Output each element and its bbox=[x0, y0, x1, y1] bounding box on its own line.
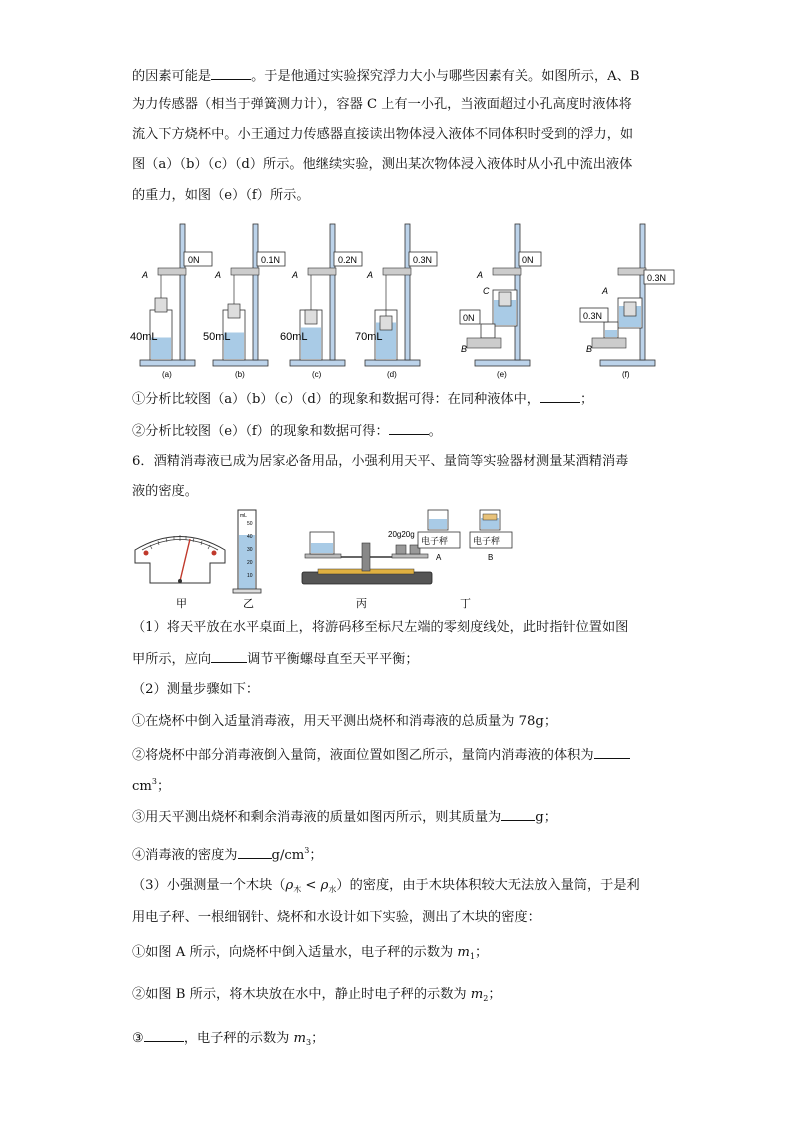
answer-blank[interactable] bbox=[144, 1027, 184, 1042]
text: ； bbox=[311, 1031, 325, 1046]
scale-a-label: A bbox=[436, 553, 442, 562]
q6-part1-line1: （1）将天平放在水平桌面上，将游码移至标尺左端的零刻度线处，此时指针位置如图 bbox=[132, 620, 629, 635]
var-m: m bbox=[293, 1031, 307, 1046]
sensor-label: A bbox=[292, 270, 299, 280]
stand-base bbox=[140, 360, 195, 366]
label-jia: 甲 bbox=[176, 598, 187, 610]
stand-base bbox=[475, 360, 530, 366]
sensor-clamp bbox=[231, 268, 259, 275]
stand-base bbox=[600, 360, 655, 366]
electronic-scales bbox=[418, 510, 512, 562]
q6-part3-step2 bbox=[132, 985, 502, 1009]
stand-pole bbox=[180, 224, 185, 360]
stand-base bbox=[213, 360, 268, 366]
panel-caption: (d) bbox=[387, 370, 397, 379]
object-block bbox=[499, 292, 511, 306]
sensor-label: B bbox=[461, 344, 468, 354]
paragraph-line-4: 图（a）（b）（c）（d）所示。他继续实验，测出某次物体浸入液体时从小孔中流出液体 bbox=[132, 157, 633, 172]
reading-text: 0N bbox=[463, 313, 475, 323]
text: ②将烧杯中部分消毒液倒入量筒，液面位置如图乙所示，量筒内消毒液的体积为 bbox=[132, 748, 594, 763]
subscript: 2 bbox=[483, 994, 489, 1003]
pan-balance bbox=[302, 530, 432, 584]
q6-part3-step1 bbox=[132, 943, 488, 967]
answer-blank[interactable] bbox=[211, 648, 247, 663]
object-block bbox=[305, 310, 317, 324]
subscript: 1 bbox=[469, 952, 476, 961]
volume-label: 70mL bbox=[355, 331, 383, 343]
text: ； bbox=[475, 945, 489, 960]
text: ，电子秤的示数为 bbox=[183, 1031, 294, 1046]
paragraph-line-3: 流入下方烧杯中。小王通过力传感器直接读出物体浸入液体不同体积时受到的浮力，如 bbox=[132, 127, 634, 142]
answer-blank[interactable] bbox=[238, 844, 272, 859]
answer-blank[interactable] bbox=[594, 744, 630, 759]
text: ④消毒液的密度为 bbox=[132, 848, 238, 863]
graduated-cylinder bbox=[233, 510, 261, 593]
text: ； bbox=[488, 987, 502, 1002]
object-block bbox=[155, 298, 167, 312]
reading-text: 0.3N bbox=[413, 255, 433, 265]
stand-pole bbox=[330, 224, 335, 360]
superscript: 3 bbox=[151, 777, 157, 786]
q6-intro-line-1: 6．酒精消毒液已成为居家必备用品，小强利用天平、量筒等实验器材测量某酒精消毒 bbox=[132, 454, 629, 469]
scale-a-text: 电子秤 bbox=[421, 536, 449, 546]
q6-part3-line2: 用电子秤、一根细钢针、烧杯和水设计如下实验，测出了木块的密度： bbox=[132, 910, 541, 925]
label-yi: 乙 bbox=[243, 598, 254, 610]
text: 的因素可能是 bbox=[132, 69, 212, 84]
q6-part2-title: （2）测量步骤如下： bbox=[132, 682, 260, 697]
q6-part3-line1 bbox=[132, 876, 640, 900]
sensor-label: A bbox=[477, 270, 484, 280]
sensor-clamp bbox=[308, 268, 336, 275]
text: ； bbox=[309, 848, 323, 863]
panel-caption: (f) bbox=[622, 370, 630, 379]
text: cm bbox=[132, 779, 152, 794]
text: ②如图 B 所示，将木块放在水中，静止时电子秤的示数为 bbox=[132, 987, 471, 1002]
object-block bbox=[624, 302, 636, 316]
text: < bbox=[301, 878, 321, 893]
stand-base bbox=[290, 360, 345, 366]
balance-pointer-dial bbox=[135, 535, 225, 583]
text: 。 bbox=[428, 424, 442, 439]
text: 调节平衡螺母直至天平平衡； bbox=[247, 652, 419, 667]
panel-caption: (e) bbox=[497, 370, 507, 379]
subscript: 水 bbox=[328, 885, 337, 894]
scale-b-text: 电子秤 bbox=[473, 536, 501, 546]
text: ； bbox=[579, 392, 594, 407]
text: ）的密度，由于木块体积较大无法放入量筒，于是利 bbox=[336, 878, 640, 893]
object-block bbox=[380, 316, 392, 330]
subscript: 木 bbox=[293, 885, 302, 894]
reading-text: 0.2N bbox=[338, 255, 358, 265]
panel-caption: (a) bbox=[162, 370, 172, 379]
sensor-b-base bbox=[467, 338, 501, 348]
superscript: 3 bbox=[304, 846, 310, 855]
sensor-clamp bbox=[383, 268, 411, 275]
q5-statement-1 bbox=[132, 388, 593, 410]
reading-text: 0.3N bbox=[583, 311, 603, 321]
sensor-label: A bbox=[142, 270, 149, 280]
paragraph-line-2: 为力传感器（相当于弹簧测力计），容器 C 上有一小孔，当液面超过小孔高度时液体将 bbox=[132, 97, 632, 112]
tick-20: 20 bbox=[247, 560, 253, 566]
sensor-label: B bbox=[586, 344, 593, 354]
answer-blank[interactable] bbox=[389, 420, 429, 435]
text: ①如图 A 所示，向烧杯中倒入适量水，电子秤的示数为 bbox=[132, 945, 458, 960]
container-label: C bbox=[483, 286, 490, 296]
reading-text: 0.3N bbox=[647, 273, 667, 283]
text: 。于是他通过实验探究浮力大小与哪些因素有关。如图所示，A、B bbox=[251, 69, 640, 84]
scale-b-label: B bbox=[488, 553, 494, 562]
text: 甲所示，应向 bbox=[132, 652, 212, 667]
answer-blank[interactable] bbox=[540, 388, 580, 403]
small-beaker bbox=[481, 324, 495, 338]
q6-part3-step3 bbox=[132, 1027, 324, 1053]
paragraph-line-5: 的重力，如图（e）（f）所示。 bbox=[132, 188, 310, 203]
panel-caption: (b) bbox=[235, 370, 245, 379]
density-figure bbox=[130, 505, 550, 615]
label-bing: 丙 bbox=[356, 598, 367, 610]
cylinder-unit: mL bbox=[240, 513, 247, 519]
subscript: 3 bbox=[306, 1038, 312, 1047]
sensor-b-base bbox=[592, 338, 626, 348]
text: ②分析比较图（e）（f）的现象和数据可得： bbox=[132, 424, 389, 439]
q6-step2 bbox=[132, 744, 630, 766]
tick-30: 30 bbox=[247, 547, 253, 553]
rho-symbol: ρ bbox=[285, 878, 294, 893]
paragraph-line-1 bbox=[132, 65, 640, 87]
stand-pole bbox=[640, 224, 645, 360]
volume-label: 60mL bbox=[280, 331, 308, 343]
q6-part1-line2 bbox=[132, 648, 419, 670]
sensor-label: A bbox=[602, 286, 609, 296]
text: ③ bbox=[132, 1031, 144, 1046]
buoyancy-figure bbox=[130, 220, 690, 380]
sensor-clamp bbox=[158, 268, 186, 275]
object-block bbox=[228, 304, 240, 318]
reading-text: 0N bbox=[188, 255, 200, 265]
volume-label: 40mL bbox=[130, 331, 158, 343]
q6-step4 bbox=[132, 841, 323, 866]
var-m: m bbox=[470, 987, 484, 1002]
label-ding: 丁 bbox=[460, 598, 471, 610]
reading-text: 0.1N bbox=[261, 255, 281, 265]
tick-50: 50 bbox=[247, 521, 253, 527]
stand-base bbox=[365, 360, 420, 366]
text: （3）小强测量一个木块（ bbox=[132, 878, 286, 893]
answer-blank[interactable] bbox=[501, 806, 535, 821]
sensor-label: A bbox=[215, 270, 222, 280]
sensor-label: A bbox=[367, 270, 374, 280]
var-m: m bbox=[457, 945, 470, 960]
text: ； bbox=[157, 779, 171, 794]
reading-text: 0N bbox=[522, 255, 534, 265]
text: g； bbox=[535, 810, 557, 825]
panel-caption: (c) bbox=[312, 370, 322, 379]
sensor-clamp bbox=[618, 268, 646, 275]
tick-10: 10 bbox=[247, 573, 253, 579]
text: ③用天平测出烧杯和剩余消毒液的质量如图丙所示，则其质量为 bbox=[132, 810, 502, 825]
q6-step1: ①在烧杯中倒入适量消毒液，用天平测出烧杯和消毒液的总质量为 78g； bbox=[132, 714, 558, 729]
stand-pole bbox=[405, 224, 410, 360]
weights-label: 20g20g bbox=[388, 530, 415, 539]
text: ①分析比较图（a）（b）（c）（d）的现象和数据可得：在同种液体中， bbox=[132, 392, 540, 407]
small-beaker-liquid bbox=[605, 330, 617, 337]
text: g/cm bbox=[271, 848, 305, 863]
sensor-clamp bbox=[493, 268, 521, 275]
answer-blank[interactable] bbox=[211, 65, 251, 80]
q6-step3 bbox=[132, 806, 557, 828]
volume-label: 50mL bbox=[203, 331, 231, 343]
stand-pole bbox=[253, 224, 258, 360]
q6-intro-line-2: 液的密度。 bbox=[132, 484, 198, 499]
tick-40: 40 bbox=[247, 534, 253, 540]
q6-step2-unit bbox=[132, 772, 170, 797]
rho-symbol: ρ bbox=[320, 878, 329, 893]
q5-statement-2 bbox=[132, 420, 442, 442]
